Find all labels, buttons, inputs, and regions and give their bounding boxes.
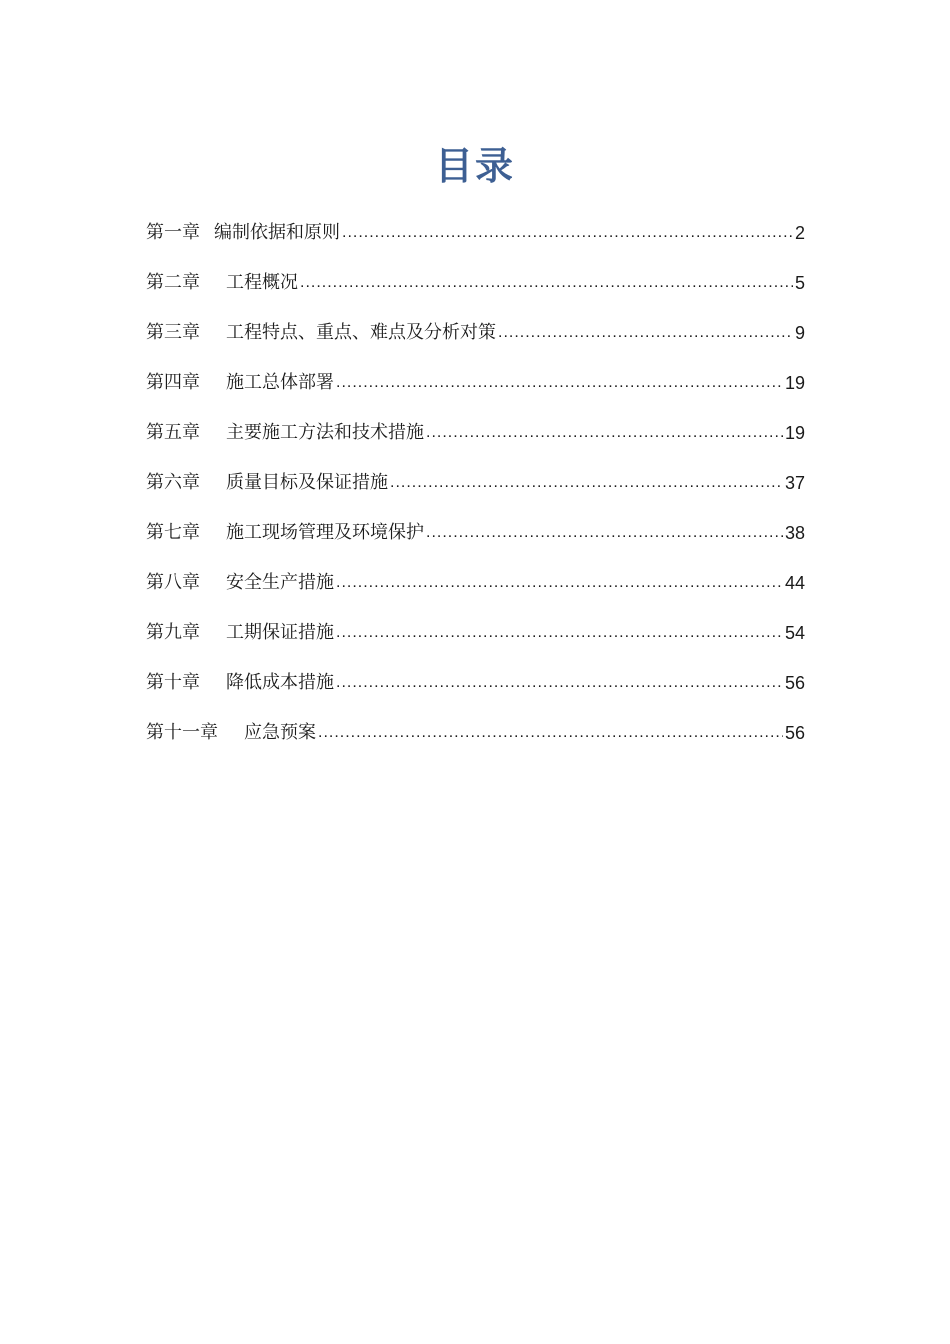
toc-entry-title: 施工总体部署: [226, 372, 334, 393]
toc-page-number: 54: [784, 623, 805, 643]
toc-title: 目录: [434, 144, 515, 188]
toc-entry-title: 工程概况: [226, 272, 298, 293]
toc-chapter-label: 第十章: [146, 672, 200, 693]
toc-page-number: 44: [784, 573, 805, 593]
toc-entry[interactable]: [146, 396, 805, 446]
toc-entry-title: 工期保证措施: [226, 622, 334, 643]
toc-dot-leader: [336, 370, 783, 396]
toc-dot-leader: [336, 620, 783, 646]
toc-entry-title: 应急预案: [244, 722, 316, 743]
toc-entry[interactable]: [146, 696, 805, 746]
toc-entry-title: 降低成本措施: [226, 672, 334, 693]
toc-entry[interactable]: [146, 496, 805, 546]
toc-dot-leader: [342, 220, 793, 246]
toc-page-number: 19: [784, 373, 805, 393]
toc-chapter-label: 第五章: [146, 422, 200, 443]
toc-entry-title: 安全生产措施: [226, 572, 334, 593]
toc-page-number: 56: [784, 723, 805, 743]
toc-chapter-label: 第四章: [146, 372, 200, 393]
toc-entry[interactable]: [146, 346, 805, 396]
toc-entry-title: 工程特点、重点、难点及分析对策: [226, 322, 496, 343]
toc-entry-title: 施工现场管理及环境保护: [226, 522, 424, 543]
toc-dot-leader: [318, 720, 783, 746]
toc-entry-title: 编制依据和原则: [214, 222, 340, 243]
toc-page-number: 38: [784, 523, 805, 543]
toc-page-number: 19: [784, 423, 805, 443]
toc-dot-leader: [426, 420, 783, 446]
toc-entry[interactable]: [146, 446, 805, 496]
toc-page-number: 2: [794, 223, 805, 243]
toc-chapter-label: 第三章: [146, 322, 200, 343]
toc-chapter-label: 第一章: [146, 222, 200, 243]
toc-chapter-label: 第七章: [146, 522, 200, 543]
toc-dot-leader: [390, 470, 783, 496]
toc-entry[interactable]: [146, 546, 805, 596]
toc-entry-title: 主要施工方法和技术措施: [226, 422, 424, 443]
toc-entry[interactable]: [146, 596, 805, 646]
toc-dot-leader: [300, 270, 793, 296]
toc-entry[interactable]: [146, 246, 805, 296]
toc-dot-leader: [498, 320, 793, 346]
toc-chapter-label: 第十一章: [146, 722, 218, 743]
toc-entry[interactable]: [146, 646, 805, 696]
toc-dot-leader: [336, 670, 783, 696]
toc-page-number: 56: [784, 673, 805, 693]
toc-page-number: 37: [784, 473, 805, 493]
toc-chapter-label: 第八章: [146, 572, 200, 593]
toc-chapter-label: 第二章: [146, 272, 200, 293]
toc-entry[interactable]: [146, 296, 805, 346]
toc-dot-leader: [336, 570, 783, 596]
toc-entry-title: 质量目标及保证措施: [226, 472, 388, 493]
toc-page-number: 5: [794, 273, 805, 293]
toc-page-number: 9: [794, 323, 805, 343]
toc-chapter-label: 第六章: [146, 472, 200, 493]
toc-entry[interactable]: [146, 196, 805, 246]
toc-list: [146, 196, 805, 746]
toc-chapter-label: 第九章: [146, 622, 200, 643]
toc-dot-leader: [426, 520, 783, 546]
